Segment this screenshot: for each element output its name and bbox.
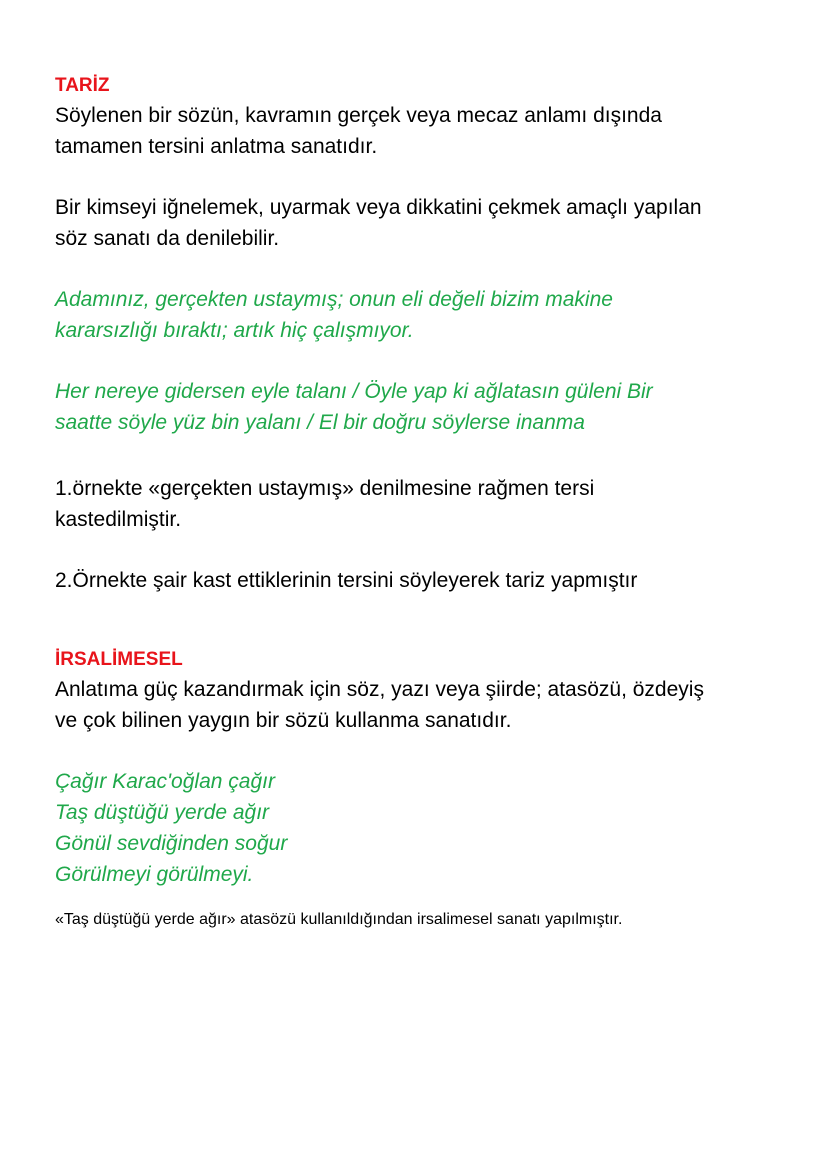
irsalimesel-note: «Taş düştüğü yerde ağır» atasözü kullanıldığından irsalimesel sanatı yapılmıştır.	[55, 911, 623, 928]
tariz-explanation-2	[55, 565, 785, 596]
tariz-section	[55, 72, 785, 596]
irsalimesel-definition-line: ve çok bilinen yaygın bir sözü kullanma sanatıdır.	[55, 709, 512, 732]
tariz-definition-extra-line: söz sanatı da denilebilir.	[55, 227, 280, 250]
poem-line: Gönül sevdiğinden soğur	[55, 832, 288, 855]
tariz-example-1-line: Adamınız, gerçekten ustaymış; onun eli değeli bizim makine	[55, 288, 613, 311]
tariz-explanation-1-line: kastedilmiştir.	[55, 508, 182, 531]
tariz-heading: TARİZ	[55, 75, 110, 96]
tariz-definition-line: Söylenen bir sözün, kavramın gerçek veya mecaz anlamı dışında	[55, 104, 662, 127]
document-page	[55, 72, 785, 932]
poem-line: Çağır Karac'oğlan çağır	[55, 770, 275, 793]
poem-line: Görülmeyi görülmeyi.	[55, 863, 254, 886]
tariz-definition-extra	[55, 192, 785, 254]
irsalimesel-poem	[55, 766, 785, 890]
tariz-explanation-1	[55, 473, 785, 535]
tariz-definition-line: tamamen tersini anlatma sanatıdır.	[55, 135, 378, 158]
poem-line: Taş düştüğü yerde ağır	[55, 801, 270, 824]
tariz-definition	[55, 100, 785, 162]
tariz-example-1-line: kararsızlığı bıraktı; artık hiç çalışmıyor.	[55, 319, 414, 342]
tariz-example-2-line: saatte söyle yüz bin yalanı / El bir doğru söylerse inanma	[55, 411, 585, 434]
tariz-definition-extra-line: Bir kimseyi iğnelemek, uyarmak veya dikkatini çekmek amaçlı yapılan	[55, 196, 702, 219]
tariz-example-1	[55, 284, 785, 346]
tariz-example-2-line: Her nereye gidersen eyle talanı / Öyle yap ki ağlatasın güleni Bir	[55, 380, 653, 403]
irsalimesel-definition	[55, 674, 785, 736]
tariz-explanation-1-line: 1.örnekte «gerçekten ustaymış» denilmesine rağmen tersi	[55, 477, 595, 500]
tariz-example-2	[55, 376, 785, 438]
irsalimesel-section	[55, 646, 785, 932]
irsalimesel-definition-line: Anlatıma güç kazandırmak için söz, yazı veya şiirde; atasözü, özdeyiş	[55, 678, 704, 701]
tariz-explanation-2-line: 2.Örnekte şair kast ettiklerinin tersini söyleyerek tariz yapmıştır	[55, 569, 638, 592]
irsalimesel-heading: İRSALİMESEL	[55, 649, 183, 670]
